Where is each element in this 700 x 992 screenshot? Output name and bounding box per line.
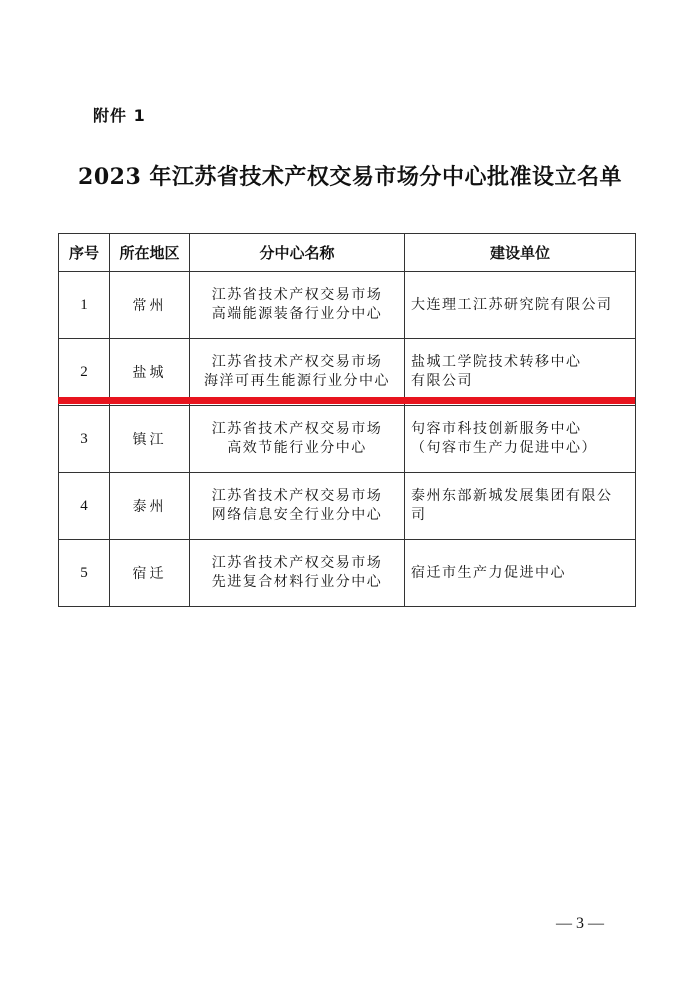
row-region: 镇江 [110,406,190,473]
table-row [59,272,636,339]
header-center-name: 分中心名称 [190,234,405,272]
row-center-name [190,540,405,607]
table-row [59,540,636,607]
header-region: 所在地区 [110,234,190,272]
center-name-line: 江苏省技术产权交易市场 [211,555,383,571]
header-index: 序号 [59,234,110,272]
table-row [59,473,636,540]
document-title: 2023 年江苏省技术产权交易市场分中心批准设立名单 [78,164,622,190]
center-name-line: 江苏省技术产权交易市场 [211,421,383,437]
unit-line: 司 [411,507,427,523]
center-name-line: 江苏省技术产权交易市场 [211,354,383,370]
row-region: 泰州 [110,473,190,540]
row-index: 1 [59,272,110,339]
row-index: 2 [59,339,110,406]
row-unit [405,339,636,406]
center-name-line: 先进复合材料行业分中心 [211,574,383,590]
center-name-line: 高效节能行业分中心 [227,440,367,456]
row-center-name [190,339,405,406]
row-center-name [190,473,405,540]
table-row [59,339,636,406]
row-unit [405,406,636,473]
table-header-row [59,234,636,272]
header-unit: 建设单位 [405,234,636,272]
row-center-name [190,272,405,339]
center-name-line: 高端能源装备行业分中心 [211,306,383,322]
unit-line: 有限公司 [411,373,473,389]
row-unit [405,473,636,540]
red-highlight-line [58,397,635,404]
row-index: 3 [59,406,110,473]
row-region: 宿迁 [110,540,190,607]
row-region: 常州 [110,272,190,339]
row-center-name [190,406,405,473]
unit-line: 大连理工江苏研究院有限公司 [411,296,613,313]
row-index: 5 [59,540,110,607]
unit-line: 泰州东部新城发展集团有限公 [411,488,613,504]
row-index: 4 [59,473,110,540]
page-number: — 3 — [556,915,604,932]
row-unit [405,272,636,339]
unit-line: （句容市生产力促进中心） [411,440,597,456]
row-region: 盐城 [110,339,190,406]
approval-list-table [58,233,636,607]
center-name-line: 海洋可再生能源行业分中心 [204,373,390,389]
unit-line: 盐城工学院技术转移中心 [411,354,582,370]
center-name-line: 网络信息安全行业分中心 [211,507,383,523]
attachment-label: 附件 1 [93,106,146,125]
center-name-line: 江苏省技术产权交易市场 [211,488,383,504]
table-row [59,406,636,473]
unit-line: 句容市科技创新服务中心 [411,421,582,437]
row-unit [405,540,636,607]
unit-line: 宿迁市生产力促进中心 [411,564,566,581]
center-name-line: 江苏省技术产权交易市场 [211,287,383,303]
